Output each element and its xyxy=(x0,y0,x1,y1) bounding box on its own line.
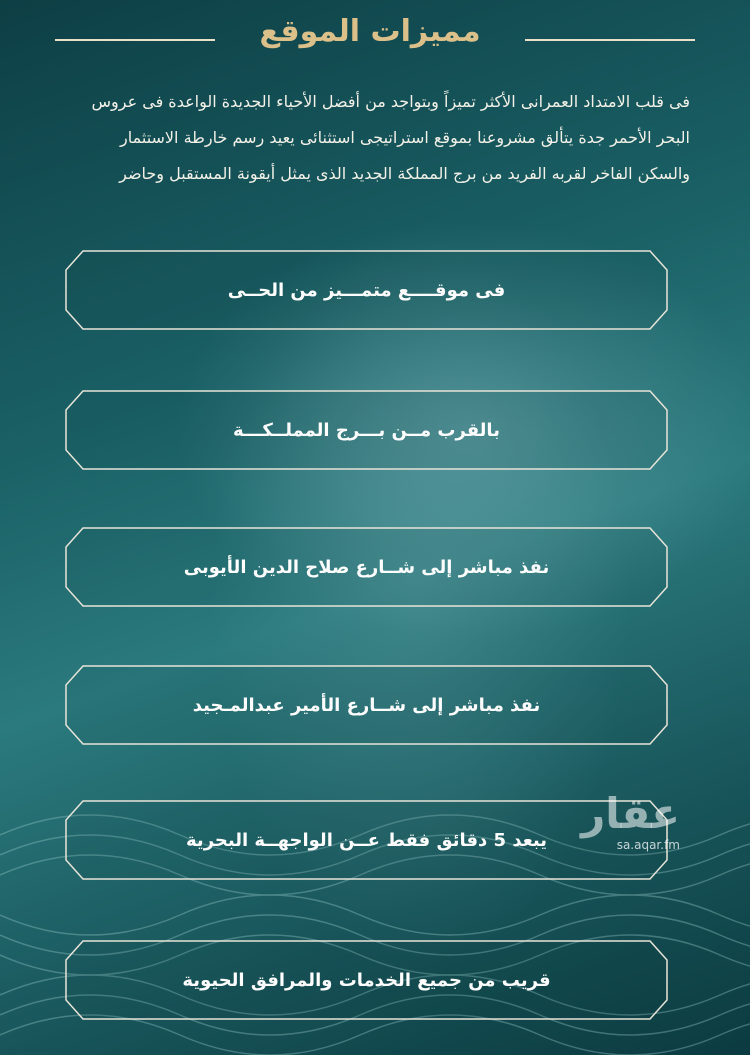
feature-card xyxy=(65,665,668,745)
page-title: مميزات الموقع xyxy=(259,14,481,49)
feature-card xyxy=(65,940,668,1020)
page-header xyxy=(0,8,750,58)
aqar-logo: عقار xyxy=(581,789,680,838)
feature-label: بالقرب مــن بـــرج المملــكـــة xyxy=(233,419,500,441)
feature-label: نفذ مباشر إلى شــارع صلاح الدين الأيوبى xyxy=(183,556,550,578)
intro-paragraph: فى قلب الامتداد العمرانى الأكثر تميزاً وبتواجد من أفضل الأحياء الجديدة الواعدة فى عروس البحر الأحمر جدة يتألق مشروعنا بموقع استراتيجى استثنائى يعيد رسم خارطة الاستثمار والسكن الفاخر لقربه الفريد من برج المملكة الجديد الذى يمثل أيقونة المستقبل وحاضر xyxy=(91,92,690,183)
header-divider-left xyxy=(55,39,215,41)
feature-label: قريب من جميع الخدمات والمرافق الحيوية xyxy=(182,969,551,991)
feature-card xyxy=(65,390,668,470)
feature-card xyxy=(65,250,668,330)
feature-label: فى موقــــع متمـــيز من الحــى xyxy=(227,279,506,301)
aqar-watermark xyxy=(570,790,680,860)
feature-label: يبعد 5 دقائق فقط عــن الواجهــة البحرية xyxy=(186,829,547,851)
feature-card xyxy=(65,527,668,607)
aqar-site-url: sa.aqar.fm xyxy=(616,838,680,852)
feature-label: نفذ مباشر إلى شــارع الأمير عبدالمـجيد xyxy=(192,694,541,716)
header-divider-right xyxy=(525,39,695,41)
